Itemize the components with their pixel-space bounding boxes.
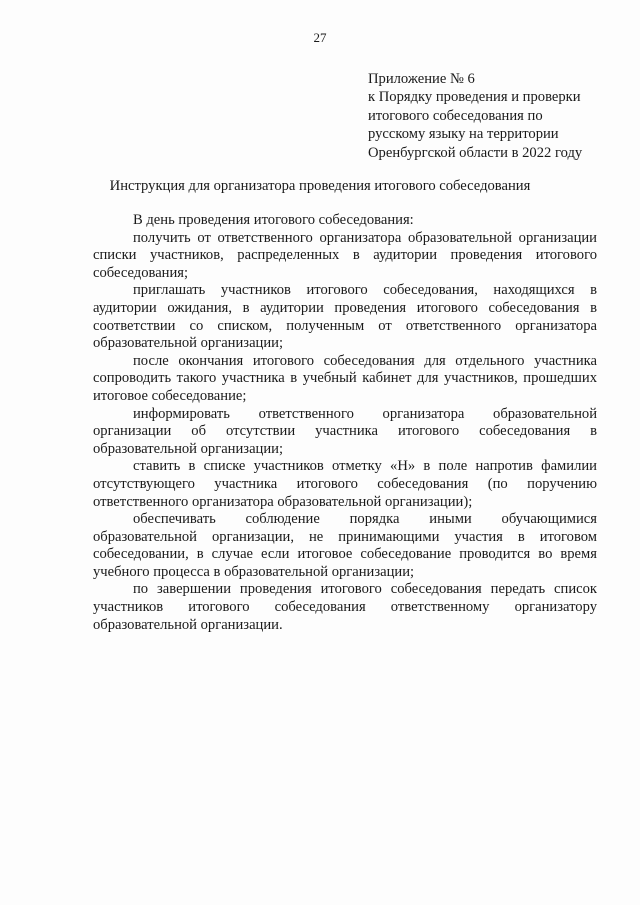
appendix-line: к Порядку проведения и проверки <box>368 89 581 106</box>
instruction-item: после окончания итогового собеседования для отдельного участника сопроводить такого участника в учебный кабинет для участников, прошедших итоговое собеседование; <box>93 352 597 404</box>
appendix-line: итогового собеседования по <box>368 107 543 124</box>
instruction-item: обеспечивать соблюдение порядка иными обучающимися образовательной организации, не принимающими участия в итоговом собеседовании, в случае если итоговое собеседование проводится во время учебного процесса в образовательной организации; <box>93 511 597 580</box>
intro-paragraph: В день проведения итогового собеседования: <box>133 212 414 228</box>
instruction-item: информировать ответственного организатора образовательной организации об отсутствии участника итогового собеседования в образовательной организации; <box>93 405 597 457</box>
instruction-item: приглашать участников итогового собеседования, находящихся в аудитории ожидания, в аудитории проведения итогового собеседования в соответствии со списком, полученным от ответственного организатора образовательной организации; <box>93 282 597 352</box>
instruction-item: по завершении проведения итогового собеседования передать список участников итогового собеседования ответственному организатору образовательной организации. <box>93 581 597 633</box>
document-title: Инструкция для организатора проведения итогового собеседования <box>109 178 531 194</box>
instruction-body <box>93 212 597 634</box>
appendix-line: русскому языку на территории <box>368 126 559 143</box>
appendix-heading <box>368 70 618 162</box>
appendix-line: Приложение № 6 <box>368 71 475 87</box>
appendix-line: Оренбургской области в 2022 году <box>368 144 583 161</box>
instruction-item: ставить в списке участников отметку «Н» в поле напротив фамилии отсутствующего участника итогового собеседования (по поручению ответственного организатора образовательной организации); <box>93 458 597 510</box>
page-number: 27 <box>313 30 327 45</box>
instruction-item: получить от ответственного организатора образовательной организации списки участников, распределенных в аудитории проведения итогового собеседования; <box>93 229 597 281</box>
